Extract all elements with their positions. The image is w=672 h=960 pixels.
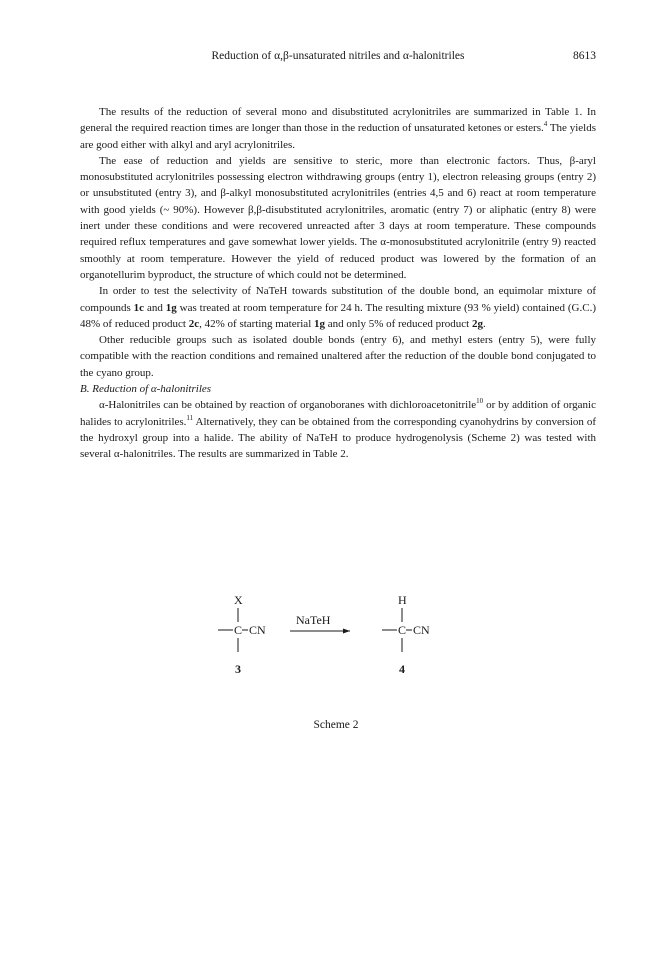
reagent-label: NaTeH — [296, 613, 331, 627]
ref-4: 4 — [543, 120, 548, 129]
compound-label-3: 3 — [235, 662, 241, 676]
compound-2c: 2c — [188, 317, 200, 330]
compound-1c: 1c — [133, 301, 145, 314]
paragraph-3 — [80, 283, 596, 332]
p1-text-b: The yields are good either with alkyl and aryl acrylonitriles. — [80, 122, 596, 151]
ref-10: 10 — [476, 397, 484, 406]
running-header — [80, 50, 596, 68]
p3-text-e: and only 5% of reduced product — [325, 317, 472, 330]
p5-text-a: α-Halonitriles can be obtained by reaction of organoboranes with dichloroacetonitrile — [99, 399, 477, 412]
compound-label-4: 4 — [399, 662, 405, 676]
section-heading-b: B. Reduction of α-halonitriles — [80, 383, 212, 396]
p5-text-b: or by addition of organic halides to acrylonitriles. — [80, 399, 596, 428]
right-carbon: C — [398, 623, 407, 637]
reaction-arrow-head — [343, 629, 350, 634]
left-substituent: X — [234, 593, 243, 607]
p3-text-f: . — [482, 317, 486, 330]
compound-1g: 1g — [165, 301, 177, 314]
scheme-caption: Scheme 2 — [313, 719, 359, 731]
p3-text-d: , 42% of starting material — [199, 317, 314, 330]
body-text — [80, 104, 596, 463]
paragraph-5 — [80, 397, 596, 462]
paragraph-4: Other reducible groups such as isolated double bonds (entry 6), and methyl esters (entry 5), were fully compatible with the reaction conditions and remained unaltered after the reduction of the double bond conjugated to the cyano group. — [80, 334, 596, 379]
left-carbon: C — [234, 623, 243, 637]
p1-text-a: The results of the reduction of several mono and disubstituted acrylonitriles are summarized in Table 1. In general the required reaction times are longer than those in the reduction of unsaturated ketones or esters. — [80, 106, 596, 135]
p3-text-c: was treated at room temperature for 24 h. The resulting mixture (93 % yield) contained (G.C.) 48% of reduced product — [80, 301, 596, 330]
scheme-2-diagram — [0, 590, 672, 740]
page-number: 8613 — [573, 50, 596, 62]
p5-text-c: Alternatively, they can be obtained from the corresponding cyanohydrins by conversion of the hydroxyl group into a halide. The ability of NaTeH to produce hydrogenolysis (Scheme 2) was tested with several α-halonitriles. The results are summarized in Table 2. — [80, 415, 597, 461]
right-substituent: H — [398, 593, 407, 607]
paragraph-1 — [80, 104, 596, 153]
right-cyano: CN — [413, 623, 430, 637]
compound-1g-2: 1g — [314, 317, 325, 330]
ref-11: 11 — [186, 413, 194, 422]
p3-text-a: In order to test the selectivity of NaTeH towards substitution of the double bond, an equimolar mixture of compounds — [80, 285, 596, 314]
compound-2g: 2g — [471, 317, 483, 330]
p3-text-b: and — [144, 301, 166, 314]
paragraph-2: The ease of reduction and yields are sensitive to steric, more than electronic factors. Thus, β-aryl monosubstituted acrylonitriles possessing electron withdrawing groups (entry 1), electron releasing groups (entry 2) or unsubstituted (entry 3), and β-alkyl monosubstituted acrylonitriles (entries 4,5 and 6) react at room temperature with good yields (~ 90%). However β,β-disubstituted acrylonitriles, aromatic (entry 7) or aliphatic (entry 8) were inert under these conditions and were recovered unreacted after 3 days at room temperature. These compounds required reflux temperatures and gave somewhat lower yields. The α-monosubstituted acrylonitrile (entry 9) reacted smoothly at room temperature. However the yield of reduced product was lowered by the formation of an organotellurim byproduct, the structure of which could not be determined. — [80, 154, 596, 281]
scheme-2 — [0, 590, 672, 740]
running-title: Reduction of α,β-unsaturated nitriles and α-halonitriles — [211, 50, 465, 62]
left-cyano: CN — [249, 623, 266, 637]
